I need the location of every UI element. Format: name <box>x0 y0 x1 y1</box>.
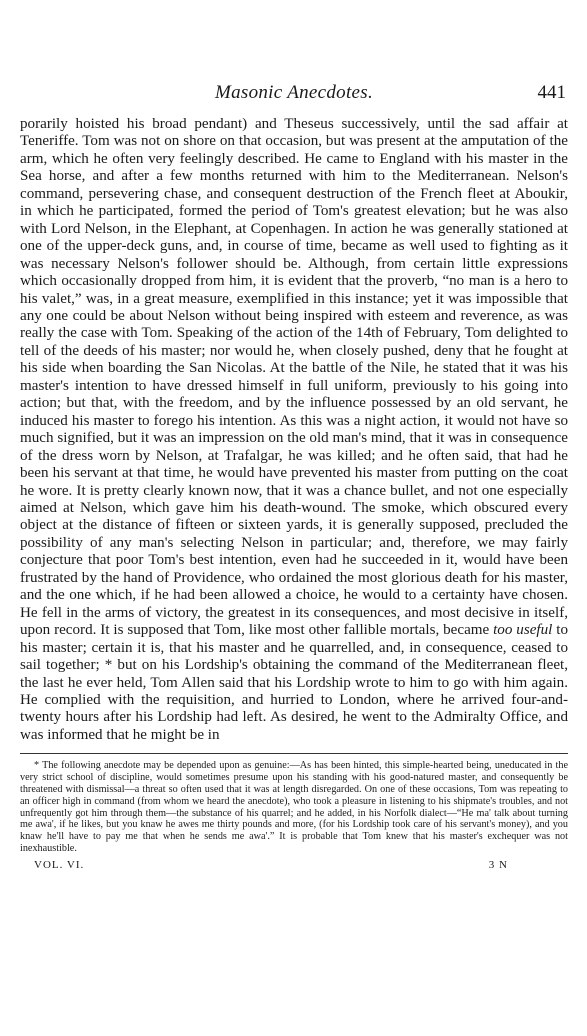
page-header <box>20 76 568 106</box>
book-page <box>20 76 568 875</box>
running-title: Masonic Anecdotes. <box>214 82 374 103</box>
signature-line <box>20 859 568 875</box>
body-paragraph <box>20 116 568 744</box>
page-number: 441 <box>537 82 566 103</box>
footnote-text: * The following anecdote may be depended upon as genuine:—As has been hinted, this simple-hearted being, uneducated in the very strict school of discipline, would sometimes presume upon his standing with his good-natured master, and consequently be threatened with dismissal—a threat so often used that it was at length disregarded. On one of these occasions, Tom was repeating to an officer high in command (from whom we heard the anecdote), who took a pleasure in listening to his shipmate's troubles, and not unfrequently got him through them—the substance of his quarrel; and he added, in his Norfolk dialect—“He ma' talk about turning me awa', if he likes, but you knaw he awes me thirty pounds and more, (for his Lordship took care of his servant's money), and you knaw he'll have to pay me that when he sends me awa'.” It is probable that Tom knew that his master's exchequer was not inexhaustible. <box>20 760 568 854</box>
footnote <box>20 760 568 854</box>
italic-emphasis: too useful <box>493 622 553 639</box>
body-text <box>20 116 568 744</box>
printer-signature: 3 N <box>488 858 508 871</box>
body-text-part-2: to his master; certain it is, that his master and he quarrelled, and, in consequence, ceased to sail together; * but on his Lordship's obtaining the command of the Mediterranean fleet, the last he ever held, Tom Allen said that his Lordship wrote to him to go with him again. He complied with the requisition, and hurried to London, where he arrived four-and-twenty hours after his Lordship had left. As desired, he went to the Admiralty Office, and was informed that he might be in <box>20 622 568 743</box>
volume-label: VOL. VI. <box>34 858 85 871</box>
body-text-part-1: porarily hoisted his broad pendant) and Theseus successively, until the sad affair at Teneriffe. Tom was not on shore on that occasion, but was present at the amputation of the arm, which he often very feelingly described. He came to England with his master in the Sea horse, and after a few months returned with him to the Mediterranean. Nelson's command, persevering chase, and consequent destruction of the French fleet at Aboukir, in which he participated, formed the period of Tom's greatest elevation; but he was also with Lord Nelson, in the Elephant, at Copenhagen. In action he was generally stationed at one of the upper-deck guns, and, in course of time, became as well used to fighting as it was necessary Nelson's follower should be. Although, from certain little expressions which occasionally dropped from him, it is evident that the proverb, “no man is a hero to his valet,” was, in a great measure, exemplified in this instance; yet it was impossible that any one could be about Nelson without being inspired with esteem and reverence, as was really the case with Tom. Speaking of the action of the 14th of February, Tom delighted to tell of the deeds of his master; nor would he, when closely pushed, deny that he fought at his side when boarding the San Nicolas. At the battle of the Nile, he stated that it was his master's intention to have dressed himself in full uniform, previously to his going into action; but that, with the freedom, and by the influence possessed by an old servant, he induced his master to forego his intention. As this was a night action, it would not have so much signified, but it was an impression on the old man's mind, that it was in consequence of the dress worn by Nelson, at Trafalgar, he was killed; and he often said, that had he been his servant at that time, he would have prevented his master from putting on the coat he wore. It is pretty clearly known now, that it was a chance bullet, and not one especially aimed at Nelson, which gave him his death-wound. The smoke, which obscured every object at the distance of fifteen or sixteen yards, it is generally supposed, precluded the possibility of any man's selecting Nelson in particular; and, therefore, we may fairly conjecture that poor Tom's best intention, even had he succeeded in it, would have been frustrated by the hand of Providence, who ordained the most glorious death for his master, and the one which, if he had been allowed a choice, he would to a certainty have chosen. He fell in the arms of victory, the greatest in its consequences, and most decisive in itself, upon record. It is supposed that Tom, like most other fallible mortals, became <box>20 116 568 639</box>
footnote-rule <box>20 753 568 754</box>
